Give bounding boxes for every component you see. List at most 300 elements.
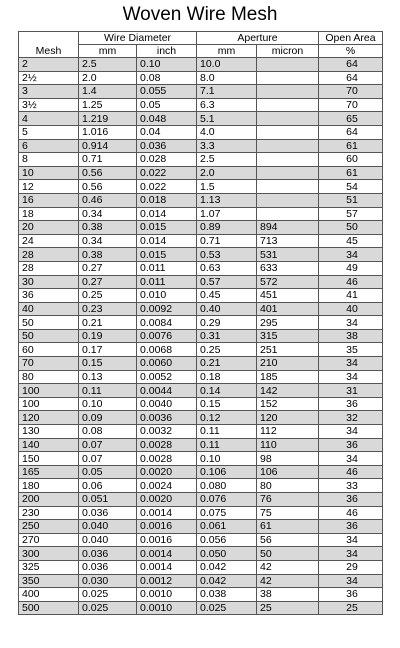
cell-aperture-mm: 2.5 — [197, 153, 257, 167]
table-row — [19, 520, 383, 534]
cell-aperture-micron: 713 — [257, 234, 319, 248]
cell-wire-mm: 0.21 — [79, 316, 137, 330]
table-row — [19, 479, 383, 493]
cell-wire-inch: 0.0016 — [137, 520, 197, 534]
cell-wire-inch: 0.0014 — [137, 506, 197, 520]
cell-mesh: 120 — [19, 411, 79, 425]
cell-wire-inch: 0.04 — [137, 125, 197, 139]
cell-wire-mm: 0.34 — [79, 234, 137, 248]
cell-wire-mm: 0.17 — [79, 343, 137, 357]
cell-mesh: 30 — [19, 275, 79, 289]
cell-wire-inch: 0.0068 — [137, 343, 197, 357]
cell-aperture-mm: 0.061 — [197, 520, 257, 534]
cell-wire-inch: 0.014 — [137, 234, 197, 248]
wire-mm-header: mm — [79, 45, 137, 58]
cell-wire-inch: 0.0014 — [137, 560, 197, 574]
cell-wire-inch: 0.0010 — [137, 601, 197, 615]
cell-aperture-micron: 80 — [257, 479, 319, 493]
cell-wire-inch: 0.055 — [137, 85, 197, 99]
cell-open-area: 36 — [319, 588, 383, 602]
table-row — [19, 397, 383, 411]
cell-wire-mm: 0.040 — [79, 533, 137, 547]
cell-wire-mm: 0.27 — [79, 261, 137, 275]
cell-aperture-mm: 0.076 — [197, 493, 257, 507]
cell-aperture-mm: 0.71 — [197, 234, 257, 248]
cell-wire-inch: 0.0032 — [137, 425, 197, 439]
cell-aperture-micron: 42 — [257, 574, 319, 588]
cell-wire-inch: 0.022 — [137, 166, 197, 180]
cell-wire-mm: 0.07 — [79, 438, 137, 452]
cell-aperture-mm: 3.3 — [197, 139, 257, 153]
cell-wire-mm: 0.15 — [79, 357, 137, 371]
page-title: Woven Wire Mesh — [122, 4, 278, 25]
cell-wire-mm: 0.07 — [79, 452, 137, 466]
cell-wire-inch: 0.011 — [137, 261, 197, 275]
table-row — [19, 547, 383, 561]
cell-aperture-mm: 1.5 — [197, 180, 257, 194]
cell-aperture-micron: 50 — [257, 547, 319, 561]
cell-aperture-mm: 0.25 — [197, 343, 257, 357]
cell-wire-inch: 0.0012 — [137, 574, 197, 588]
cell-open-area: 46 — [319, 506, 383, 520]
cell-wire-mm: 0.036 — [79, 547, 137, 561]
cell-wire-mm: 0.030 — [79, 574, 137, 588]
table-row — [19, 261, 383, 275]
cell-aperture-micron — [257, 166, 319, 180]
cell-wire-mm: 1.016 — [79, 125, 137, 139]
cell-wire-inch: 0.0076 — [137, 329, 197, 343]
cell-wire-mm: 0.05 — [79, 465, 137, 479]
cell-mesh: 6 — [19, 139, 79, 153]
cell-aperture-mm: 0.11 — [197, 438, 257, 452]
cell-aperture-mm: 0.63 — [197, 261, 257, 275]
cell-wire-mm: 0.38 — [79, 248, 137, 262]
table-row — [19, 166, 383, 180]
cell-open-area: 46 — [319, 275, 383, 289]
cell-mesh: 165 — [19, 465, 79, 479]
cell-mesh: 3 — [19, 85, 79, 99]
cell-wire-mm: 0.036 — [79, 506, 137, 520]
cell-wire-mm: 0.025 — [79, 588, 137, 602]
table-row — [19, 533, 383, 547]
cell-mesh: 230 — [19, 506, 79, 520]
cell-aperture-mm: 8.0 — [197, 71, 257, 85]
cell-wire-inch: 0.0010 — [137, 588, 197, 602]
cell-wire-mm: 0.06 — [79, 479, 137, 493]
cell-mesh: 40 — [19, 302, 79, 316]
cell-open-area: 54 — [319, 180, 383, 194]
cell-mesh: 36 — [19, 289, 79, 303]
cell-aperture-micron: 110 — [257, 438, 319, 452]
cell-mesh: 400 — [19, 588, 79, 602]
cell-wire-mm: 0.38 — [79, 221, 137, 235]
cell-mesh: 70 — [19, 357, 79, 371]
cell-mesh: 60 — [19, 343, 79, 357]
cell-wire-inch: 0.0016 — [137, 533, 197, 547]
table-row — [19, 425, 383, 439]
cell-wire-mm: 0.040 — [79, 520, 137, 534]
cell-wire-inch: 0.05 — [137, 98, 197, 112]
cell-aperture-micron — [257, 193, 319, 207]
cell-aperture-mm: 0.45 — [197, 289, 257, 303]
table-row — [19, 85, 383, 99]
cell-mesh: 80 — [19, 370, 79, 384]
cell-mesh: 130 — [19, 425, 79, 439]
cell-aperture-micron: 531 — [257, 248, 319, 262]
cell-aperture-mm: 0.40 — [197, 302, 257, 316]
cell-open-area: 25 — [319, 601, 383, 615]
mesh-table-body — [19, 58, 383, 615]
table-row — [19, 275, 383, 289]
cell-wire-mm: 0.19 — [79, 329, 137, 343]
cell-wire-mm: 0.25 — [79, 289, 137, 303]
table-row — [19, 560, 383, 574]
table-row — [19, 112, 383, 126]
cell-aperture-mm: 0.075 — [197, 506, 257, 520]
cell-wire-mm: 0.09 — [79, 411, 137, 425]
table-row — [19, 316, 383, 330]
cell-wire-mm: 0.23 — [79, 302, 137, 316]
cell-aperture-micron: 185 — [257, 370, 319, 384]
cell-mesh: 100 — [19, 397, 79, 411]
wire-inch-header: inch — [137, 45, 197, 58]
cell-aperture-micron: 75 — [257, 506, 319, 520]
mesh-header: Mesh — [19, 45, 79, 58]
cell-wire-mm: 0.34 — [79, 207, 137, 221]
cell-aperture-micron — [257, 71, 319, 85]
cell-open-area: 61 — [319, 166, 383, 180]
table-row — [19, 289, 383, 303]
cell-aperture-micron: 152 — [257, 397, 319, 411]
cell-open-area: 64 — [319, 58, 383, 72]
cell-open-area: 41 — [319, 289, 383, 303]
cell-open-area: 36 — [319, 493, 383, 507]
cell-wire-mm: 0.11 — [79, 384, 137, 398]
cell-wire-mm: 0.71 — [79, 153, 137, 167]
table-row — [19, 58, 383, 72]
cell-mesh: 18 — [19, 207, 79, 221]
cell-aperture-mm: 0.15 — [197, 397, 257, 411]
cell-mesh: 180 — [19, 479, 79, 493]
cell-open-area: 70 — [319, 98, 383, 112]
cell-wire-inch: 0.0052 — [137, 370, 197, 384]
table-row — [19, 248, 383, 262]
cell-mesh: 250 — [19, 520, 79, 534]
cell-aperture-micron: 315 — [257, 329, 319, 343]
cell-wire-mm: 0.46 — [79, 193, 137, 207]
cell-wire-mm: 0.08 — [79, 425, 137, 439]
table-row — [19, 370, 383, 384]
cell-aperture-micron: 251 — [257, 343, 319, 357]
cell-mesh: 2½ — [19, 71, 79, 85]
cell-aperture-micron: 38 — [257, 588, 319, 602]
cell-aperture-micron: 142 — [257, 384, 319, 398]
cell-aperture-micron: 76 — [257, 493, 319, 507]
cell-aperture-mm: 0.080 — [197, 479, 257, 493]
cell-open-area: 60 — [319, 153, 383, 167]
cell-mesh: 24 — [19, 234, 79, 248]
cell-aperture-micron: 98 — [257, 452, 319, 466]
cell-wire-mm: 0.56 — [79, 166, 137, 180]
cell-open-area: 40 — [319, 302, 383, 316]
cell-mesh: 5 — [19, 125, 79, 139]
cell-wire-inch: 0.018 — [137, 193, 197, 207]
table-row — [19, 207, 383, 221]
table-row — [19, 234, 383, 248]
cell-aperture-mm: 0.31 — [197, 329, 257, 343]
cell-wire-inch: 0.048 — [137, 112, 197, 126]
table-row — [19, 493, 383, 507]
cell-aperture-micron: 56 — [257, 533, 319, 547]
cell-aperture-mm: 0.038 — [197, 588, 257, 602]
aperture-mm-header: mm — [197, 45, 257, 58]
cell-open-area: 36 — [319, 438, 383, 452]
cell-mesh: 150 — [19, 452, 79, 466]
cell-mesh: 3½ — [19, 98, 79, 112]
cell-aperture-micron — [257, 98, 319, 112]
cell-open-area: 70 — [319, 85, 383, 99]
table-row — [19, 411, 383, 425]
cell-aperture-mm: 1.07 — [197, 207, 257, 221]
cell-mesh: 28 — [19, 261, 79, 275]
cell-open-area: 34 — [319, 547, 383, 561]
table-row — [19, 588, 383, 602]
cell-open-area: 29 — [319, 560, 383, 574]
mesh-table — [18, 31, 383, 615]
open-area-unit-header: % — [319, 45, 383, 58]
cell-open-area: 38 — [319, 329, 383, 343]
cell-wire-mm: 0.036 — [79, 560, 137, 574]
cell-aperture-micron: 120 — [257, 411, 319, 425]
cell-open-area: 34 — [319, 248, 383, 262]
table-row — [19, 125, 383, 139]
cell-aperture-mm: 0.29 — [197, 316, 257, 330]
cell-wire-mm: 1.25 — [79, 98, 137, 112]
cell-aperture-mm: 0.18 — [197, 370, 257, 384]
cell-open-area: 61 — [319, 139, 383, 153]
cell-mesh: 10 — [19, 166, 79, 180]
cell-mesh: 140 — [19, 438, 79, 452]
cell-aperture-mm: 0.050 — [197, 547, 257, 561]
cell-aperture-micron — [257, 180, 319, 194]
cell-open-area: 34 — [319, 370, 383, 384]
cell-wire-inch: 0.028 — [137, 153, 197, 167]
cell-wire-inch: 0.0028 — [137, 452, 197, 466]
table-row — [19, 153, 383, 167]
table-row — [19, 71, 383, 85]
cell-mesh: 200 — [19, 493, 79, 507]
cell-mesh: 100 — [19, 384, 79, 398]
table-row — [19, 343, 383, 357]
cell-wire-inch: 0.0040 — [137, 397, 197, 411]
cell-wire-inch: 0.0036 — [137, 411, 197, 425]
cell-wire-mm: 0.051 — [79, 493, 137, 507]
cell-wire-inch: 0.0092 — [137, 302, 197, 316]
cell-wire-inch: 0.010 — [137, 289, 197, 303]
cell-open-area: 34 — [319, 452, 383, 466]
cell-aperture-micron: 210 — [257, 357, 319, 371]
cell-aperture-mm: 0.57 — [197, 275, 257, 289]
cell-aperture-mm: 0.042 — [197, 574, 257, 588]
cell-wire-inch: 0.015 — [137, 221, 197, 235]
cell-wire-inch: 0.0020 — [137, 493, 197, 507]
cell-wire-mm: 2.5 — [79, 58, 137, 72]
cell-mesh: 4 — [19, 112, 79, 126]
cell-mesh: 350 — [19, 574, 79, 588]
cell-aperture-mm: 0.042 — [197, 560, 257, 574]
cell-wire-mm: 0.56 — [79, 180, 137, 194]
cell-aperture-mm: 10.0 — [197, 58, 257, 72]
table-row — [19, 329, 383, 343]
cell-aperture-micron: 61 — [257, 520, 319, 534]
cell-mesh: 12 — [19, 180, 79, 194]
cell-aperture-micron — [257, 125, 319, 139]
cell-wire-inch: 0.0084 — [137, 316, 197, 330]
wire-diameter-header: Wire Diameter — [79, 32, 197, 45]
cell-aperture-mm: 0.14 — [197, 384, 257, 398]
cell-aperture-micron: 894 — [257, 221, 319, 235]
cell-aperture-mm: 0.056 — [197, 533, 257, 547]
cell-mesh: 325 — [19, 560, 79, 574]
table-row — [19, 357, 383, 371]
cell-open-area: 34 — [319, 574, 383, 588]
cell-wire-mm: 1.219 — [79, 112, 137, 126]
cell-open-area: 50 — [319, 221, 383, 235]
cell-wire-inch: 0.0044 — [137, 384, 197, 398]
cell-mesh: 50 — [19, 329, 79, 343]
cell-aperture-mm: 0.10 — [197, 452, 257, 466]
cell-wire-inch: 0.011 — [137, 275, 197, 289]
aperture-header: Aperture — [197, 32, 319, 45]
cell-open-area: 64 — [319, 71, 383, 85]
aperture-micron-header: micron — [257, 45, 319, 58]
cell-aperture-mm: 2.0 — [197, 166, 257, 180]
cell-aperture-micron: 42 — [257, 560, 319, 574]
cell-open-area: 34 — [319, 316, 383, 330]
cell-wire-inch: 0.0020 — [137, 465, 197, 479]
cell-aperture-micron: 401 — [257, 302, 319, 316]
table-row — [19, 574, 383, 588]
cell-aperture-mm: 6.3 — [197, 98, 257, 112]
cell-aperture-mm: 1.13 — [197, 193, 257, 207]
cell-wire-inch: 0.0060 — [137, 357, 197, 371]
cell-aperture-mm: 0.89 — [197, 221, 257, 235]
cell-aperture-mm: 0.53 — [197, 248, 257, 262]
cell-wire-mm: 2.0 — [79, 71, 137, 85]
cell-mesh: 2 — [19, 58, 79, 72]
cell-aperture-micron: 633 — [257, 261, 319, 275]
table-row — [19, 452, 383, 466]
cell-mesh: 20 — [19, 221, 79, 235]
cell-aperture-micron — [257, 58, 319, 72]
cell-aperture-micron: 572 — [257, 275, 319, 289]
cell-aperture-micron: 295 — [257, 316, 319, 330]
cell-open-area: 34 — [319, 357, 383, 371]
cell-wire-mm: 0.13 — [79, 370, 137, 384]
table-row — [19, 221, 383, 235]
cell-open-area: 36 — [319, 520, 383, 534]
cell-mesh: 50 — [19, 316, 79, 330]
cell-aperture-mm: 0.21 — [197, 357, 257, 371]
cell-wire-mm: 0.10 — [79, 397, 137, 411]
cell-aperture-micron: 25 — [257, 601, 319, 615]
table-row — [19, 601, 383, 615]
cell-open-area: 49 — [319, 261, 383, 275]
cell-wire-mm: 0.914 — [79, 139, 137, 153]
cell-aperture-mm: 5.1 — [197, 112, 257, 126]
cell-aperture-mm: 4.0 — [197, 125, 257, 139]
cell-aperture-mm: 0.025 — [197, 601, 257, 615]
cell-open-area: 57 — [319, 207, 383, 221]
open-area-header: Open Area — [319, 32, 383, 45]
table-row — [19, 506, 383, 520]
mesh-header-spacer — [19, 32, 79, 45]
cell-open-area: 46 — [319, 465, 383, 479]
table-row — [19, 180, 383, 194]
cell-wire-inch: 0.0024 — [137, 479, 197, 493]
cell-mesh: 500 — [19, 601, 79, 615]
cell-wire-inch: 0.014 — [137, 207, 197, 221]
cell-aperture-micron — [257, 153, 319, 167]
cell-mesh: 16 — [19, 193, 79, 207]
cell-wire-inch: 0.036 — [137, 139, 197, 153]
cell-open-area: 32 — [319, 411, 383, 425]
table-row — [19, 465, 383, 479]
table-row — [19, 438, 383, 452]
cell-aperture-micron — [257, 139, 319, 153]
cell-wire-inch: 0.0014 — [137, 547, 197, 561]
cell-aperture-micron — [257, 112, 319, 126]
table-row — [19, 98, 383, 112]
cell-wire-mm: 0.27 — [79, 275, 137, 289]
cell-mesh: 8 — [19, 153, 79, 167]
cell-aperture-mm: 0.106 — [197, 465, 257, 479]
cell-aperture-micron: 451 — [257, 289, 319, 303]
cell-aperture-micron — [257, 207, 319, 221]
cell-open-area: 35 — [319, 343, 383, 357]
cell-open-area: 51 — [319, 193, 383, 207]
cell-open-area: 31 — [319, 384, 383, 398]
cell-open-area: 34 — [319, 425, 383, 439]
cell-aperture-micron: 106 — [257, 465, 319, 479]
cell-mesh: 270 — [19, 533, 79, 547]
table-row — [19, 384, 383, 398]
table-row — [19, 193, 383, 207]
cell-wire-inch: 0.015 — [137, 248, 197, 262]
cell-aperture-mm: 0.12 — [197, 411, 257, 425]
cell-wire-mm: 0.025 — [79, 601, 137, 615]
cell-open-area: 65 — [319, 112, 383, 126]
cell-wire-inch: 0.10 — [137, 58, 197, 72]
cell-wire-mm: 1.4 — [79, 85, 137, 99]
cell-wire-inch: 0.08 — [137, 71, 197, 85]
cell-aperture-mm: 7.1 — [197, 85, 257, 99]
table-row — [19, 302, 383, 316]
cell-aperture-micron — [257, 85, 319, 99]
cell-aperture-micron: 112 — [257, 425, 319, 439]
table-row — [19, 139, 383, 153]
cell-mesh: 300 — [19, 547, 79, 561]
cell-open-area: 64 — [319, 125, 383, 139]
cell-wire-inch: 0.022 — [137, 180, 197, 194]
cell-mesh: 28 — [19, 248, 79, 262]
cell-open-area: 45 — [319, 234, 383, 248]
cell-aperture-mm: 0.11 — [197, 425, 257, 439]
cell-open-area: 33 — [319, 479, 383, 493]
cell-open-area: 36 — [319, 397, 383, 411]
cell-open-area: 34 — [319, 533, 383, 547]
cell-wire-inch: 0.0028 — [137, 438, 197, 452]
